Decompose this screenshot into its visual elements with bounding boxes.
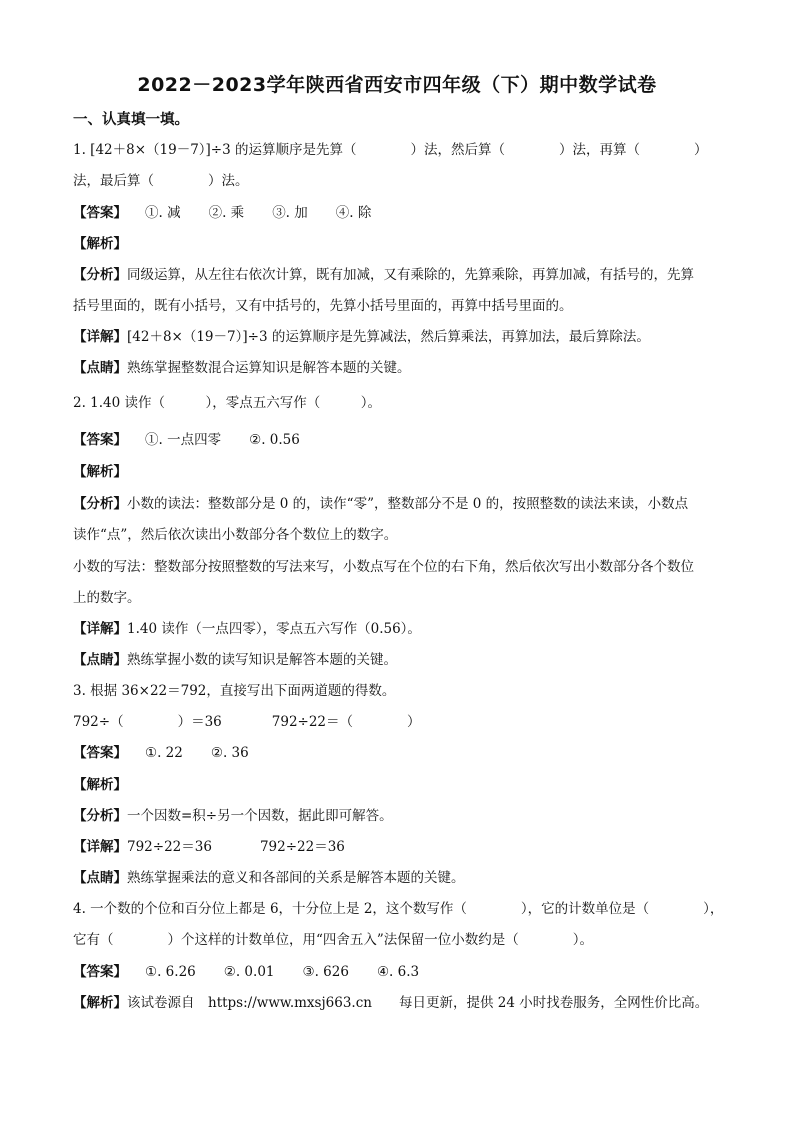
q1-fenxi-2: 括号里面的，既有小括号，又有中括号的，先算小括号里面的，再算中括号里面的。: [73, 298, 573, 314]
q2-dianjing: [73, 650, 397, 670]
answer-item: ②. 36: [210, 745, 249, 761]
q1-line1: 1. [42＋8×（19－7）]÷3 的运算顺序是先算（ ）法，然后算（ ）法，再算（ ）: [73, 142, 708, 158]
answer-tag: 【答案】: [73, 432, 127, 448]
q2-fenxi-3: 小数的写法：整数部分按照整数的写法来写，小数点写在个位的右下角，然后依次写出小数部分各个数位: [73, 559, 694, 575]
dianjing-text: 熟练掌握乘法的意义和各部间的关系是解答本题的关键。: [127, 870, 465, 886]
dianjing-tag: 【点睛】: [73, 360, 127, 376]
q2-fenxi-4: 上的数字。: [73, 590, 141, 606]
q4-line1: 4. 一个数的个位和百分位上都是 6，十分位上是 2，这个数写作（ ），它的计数单位是（ ），: [73, 901, 724, 917]
xiangjie-text: [42＋8×（19－7）]÷3 的运算顺序是先算减法，然后算乘法，再算加法，最后算除法。: [127, 329, 650, 345]
q3-answer: [73, 743, 277, 763]
page-title: 2022－2023学年陕西省西安市四年级（下）期中数学试卷: [137, 74, 657, 96]
analysis-tag: 【解析】: [73, 995, 127, 1011]
analysis-tag: 【解析】: [73, 777, 127, 793]
answer-item: ④. 除: [335, 205, 372, 221]
answer-tag: 【答案】: [73, 205, 127, 221]
fenxi-tag: 【分析】: [73, 808, 127, 824]
answer-tag: 【答案】: [73, 964, 127, 980]
xiangjie-tag: 【详解】: [73, 329, 127, 345]
q3-dianjing: [73, 868, 465, 888]
q2-xiangjie: [73, 619, 421, 639]
q1-line2: 法，最后算（ ）法。: [73, 173, 249, 189]
analysis-tag: 【解析】: [73, 236, 127, 252]
answer-item: ②. 乘: [208, 205, 245, 221]
q3-xiangjie: [73, 837, 345, 857]
fenxi-text: 同级运算，从左往右依次计算，既有加减，又有乘除的，先算乘除，再算加减，有括号的，先算: [127, 267, 694, 283]
source-footer: 该试卷源自 https://www.mxsj663.cn 每日更新，提供 24 小时找卷服务，全网性价比高。: [127, 995, 709, 1011]
answer-tag: 【答案】: [73, 745, 127, 761]
answer-item: ①. 减: [145, 205, 181, 221]
xiangjie-tag: 【详解】: [73, 621, 127, 637]
q4-analysis-footer: [73, 993, 708, 1013]
q4-line2: 它有（ ）个这样的计数单位，用“四舍五入”法保留一位小数约是（ ）。: [73, 932, 594, 948]
q2-answer: [73, 430, 328, 450]
answer-item: ③. 626: [302, 964, 349, 980]
q2-fenxi-2: 读作“点”，然后依次读出小数部分各个数位上的数字。: [73, 527, 398, 543]
dianjing-text: 熟练掌握整数混合运算知识是解答本题的关键。: [127, 360, 411, 376]
fenxi-text: 小数的读法：整数部分是 0 的，读作“零”，整数部分不是 0 的，按照整数的读法来读，小数点: [127, 496, 689, 512]
q3-blank-a: 792÷（ ）＝36: [73, 714, 222, 730]
fenxi-tag: 【分析】: [73, 267, 127, 283]
q3-line2: [73, 712, 421, 732]
answer-item: ①. 22: [145, 745, 183, 761]
fenxi-tag: 【分析】: [73, 496, 127, 512]
answer-list: [145, 962, 447, 982]
q1-dianjing: [73, 358, 411, 378]
q3-blank-b: 792÷22＝（ ）: [271, 714, 421, 730]
xiangjie-text: 792÷22＝36: [259, 839, 345, 855]
fenxi-text: 一个因数=积÷另一个因数，据此即可解答。: [127, 808, 393, 824]
dianjing-tag: 【点睛】: [73, 870, 127, 886]
answer-list: [145, 743, 277, 763]
answer-item: ②. 0.56: [249, 432, 300, 448]
q1-answer: [73, 203, 399, 223]
answer-item: ④. 6.3: [376, 964, 420, 980]
answer-item: ③. 加: [272, 205, 308, 221]
answer-item: ②. 0.01: [223, 964, 275, 980]
q2-line1: 2. 1.40 读作（ ），零点五六写作（ ）。: [73, 395, 382, 411]
analysis-tag: 【解析】: [73, 464, 127, 480]
q1-fenxi-1: [73, 265, 694, 285]
xiangjie-tag: 【详解】: [73, 839, 127, 855]
q1-xiangjie: [73, 327, 650, 347]
dianjing-tag: 【点睛】: [73, 652, 127, 668]
xiangjie-text: 792÷22＝36: [127, 839, 212, 855]
dianjing-text: 熟练掌握小数的读写知识是解答本题的关键。: [127, 652, 397, 668]
answer-item: ①. 6.26: [145, 964, 196, 980]
q4-answer: [73, 962, 447, 982]
q3-line1: 3. 根据 36×22＝792，直接写出下面两道题的得数。: [73, 683, 396, 699]
xiangjie-text: 1.40 读作（一点四零），零点五六写作（0.56）。: [127, 621, 421, 637]
section-heading: 一、认真填一填。: [73, 112, 189, 128]
q2-fenxi-1: [73, 494, 688, 514]
answer-list: [145, 203, 399, 223]
q3-fenxi-1: [73, 806, 393, 826]
answer-list: [145, 430, 328, 450]
answer-item: ①. 一点四零: [145, 432, 222, 448]
